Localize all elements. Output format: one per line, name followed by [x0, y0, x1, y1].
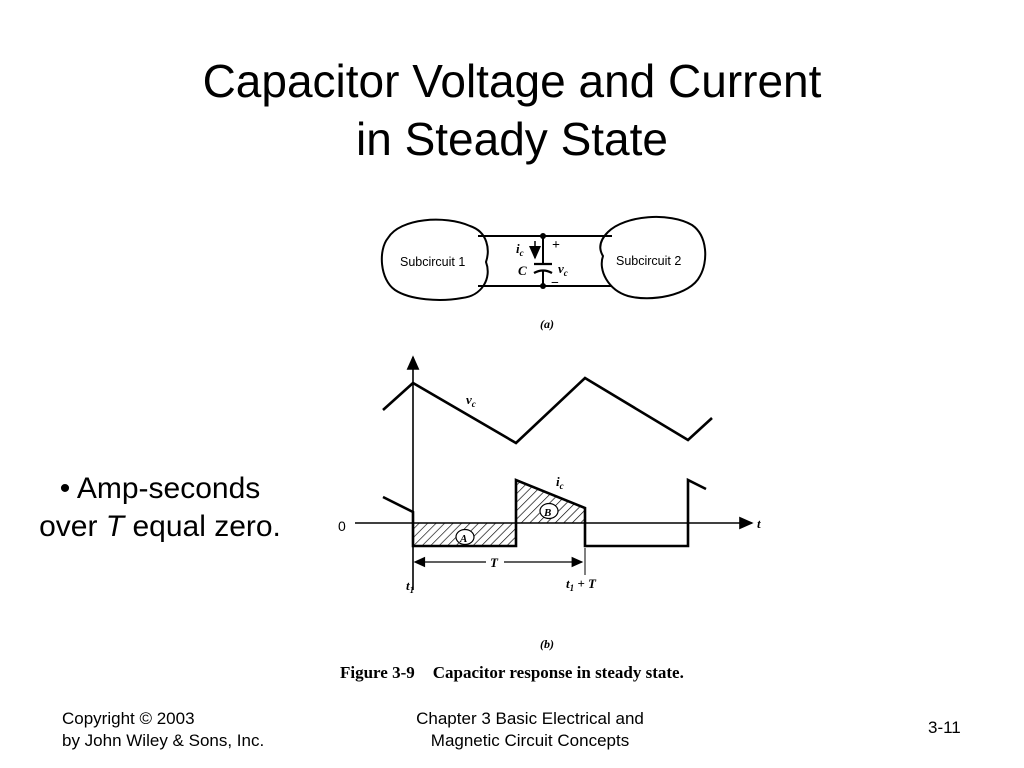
slide-title: [0, 52, 1024, 168]
t1-label: $t_1$: [406, 578, 415, 595]
area-a-label: A: [460, 533, 468, 545]
title-line-1: Capacitor Voltage and Current: [202, 55, 822, 107]
footer-chapter: [370, 708, 690, 752]
title-line-2: in Steady State: [356, 113, 668, 165]
vc-label: $v_c$: [558, 261, 568, 278]
vc-waveform: [383, 378, 712, 443]
circuit-diagram: [382, 217, 705, 331]
vc-wave-label: $v_c$: [466, 392, 476, 409]
bullet-variable-T: T: [105, 510, 125, 543]
period-label: T: [490, 555, 498, 570]
figure-caption: [340, 663, 740, 683]
chapter-line-1: Chapter 3 Basic Electrical and: [416, 709, 644, 728]
t-axis-label: t: [757, 516, 761, 531]
ic-label: $i_c$: [516, 241, 524, 258]
part-b-label: (b): [540, 637, 554, 651]
caption-number: Figure 3-9: [340, 663, 415, 682]
subcircuit-1-label: Subcircuit 1: [400, 255, 466, 269]
ic-wave-label: $i_c$: [556, 474, 564, 491]
bullet-text-pre: over: [39, 510, 106, 543]
footer-copyright: [62, 708, 264, 752]
page-number: 3-11: [928, 718, 961, 737]
waveform-diagram: [338, 357, 761, 651]
copyright-line-1: Copyright © 2003: [62, 709, 195, 728]
caption-text: Capacitor response in steady state.: [432, 663, 684, 682]
bullet-point: [10, 470, 310, 546]
part-a-label: (a): [540, 317, 554, 331]
area-b-label: B: [544, 507, 552, 519]
bullet-line-1: • Amp-seconds: [59, 472, 261, 505]
plus-sign: +: [552, 238, 560, 253]
bullet-text-post: equal zero.: [124, 510, 281, 543]
zero-label: 0: [338, 518, 346, 534]
chapter-line-2: Magnetic Circuit Concepts: [430, 731, 630, 750]
copyright-line-2: by John Wiley & Sons, Inc.: [62, 731, 265, 750]
bullet-line-2: [10, 508, 310, 546]
capacitor-figure: [330, 205, 770, 655]
subcircuit-2-label: Subcircuit 2: [616, 254, 682, 268]
capacitor-label: C: [518, 263, 527, 278]
minus-sign: −: [551, 276, 559, 291]
t1-plus-T-label: $t_1 + T$: [566, 576, 596, 593]
